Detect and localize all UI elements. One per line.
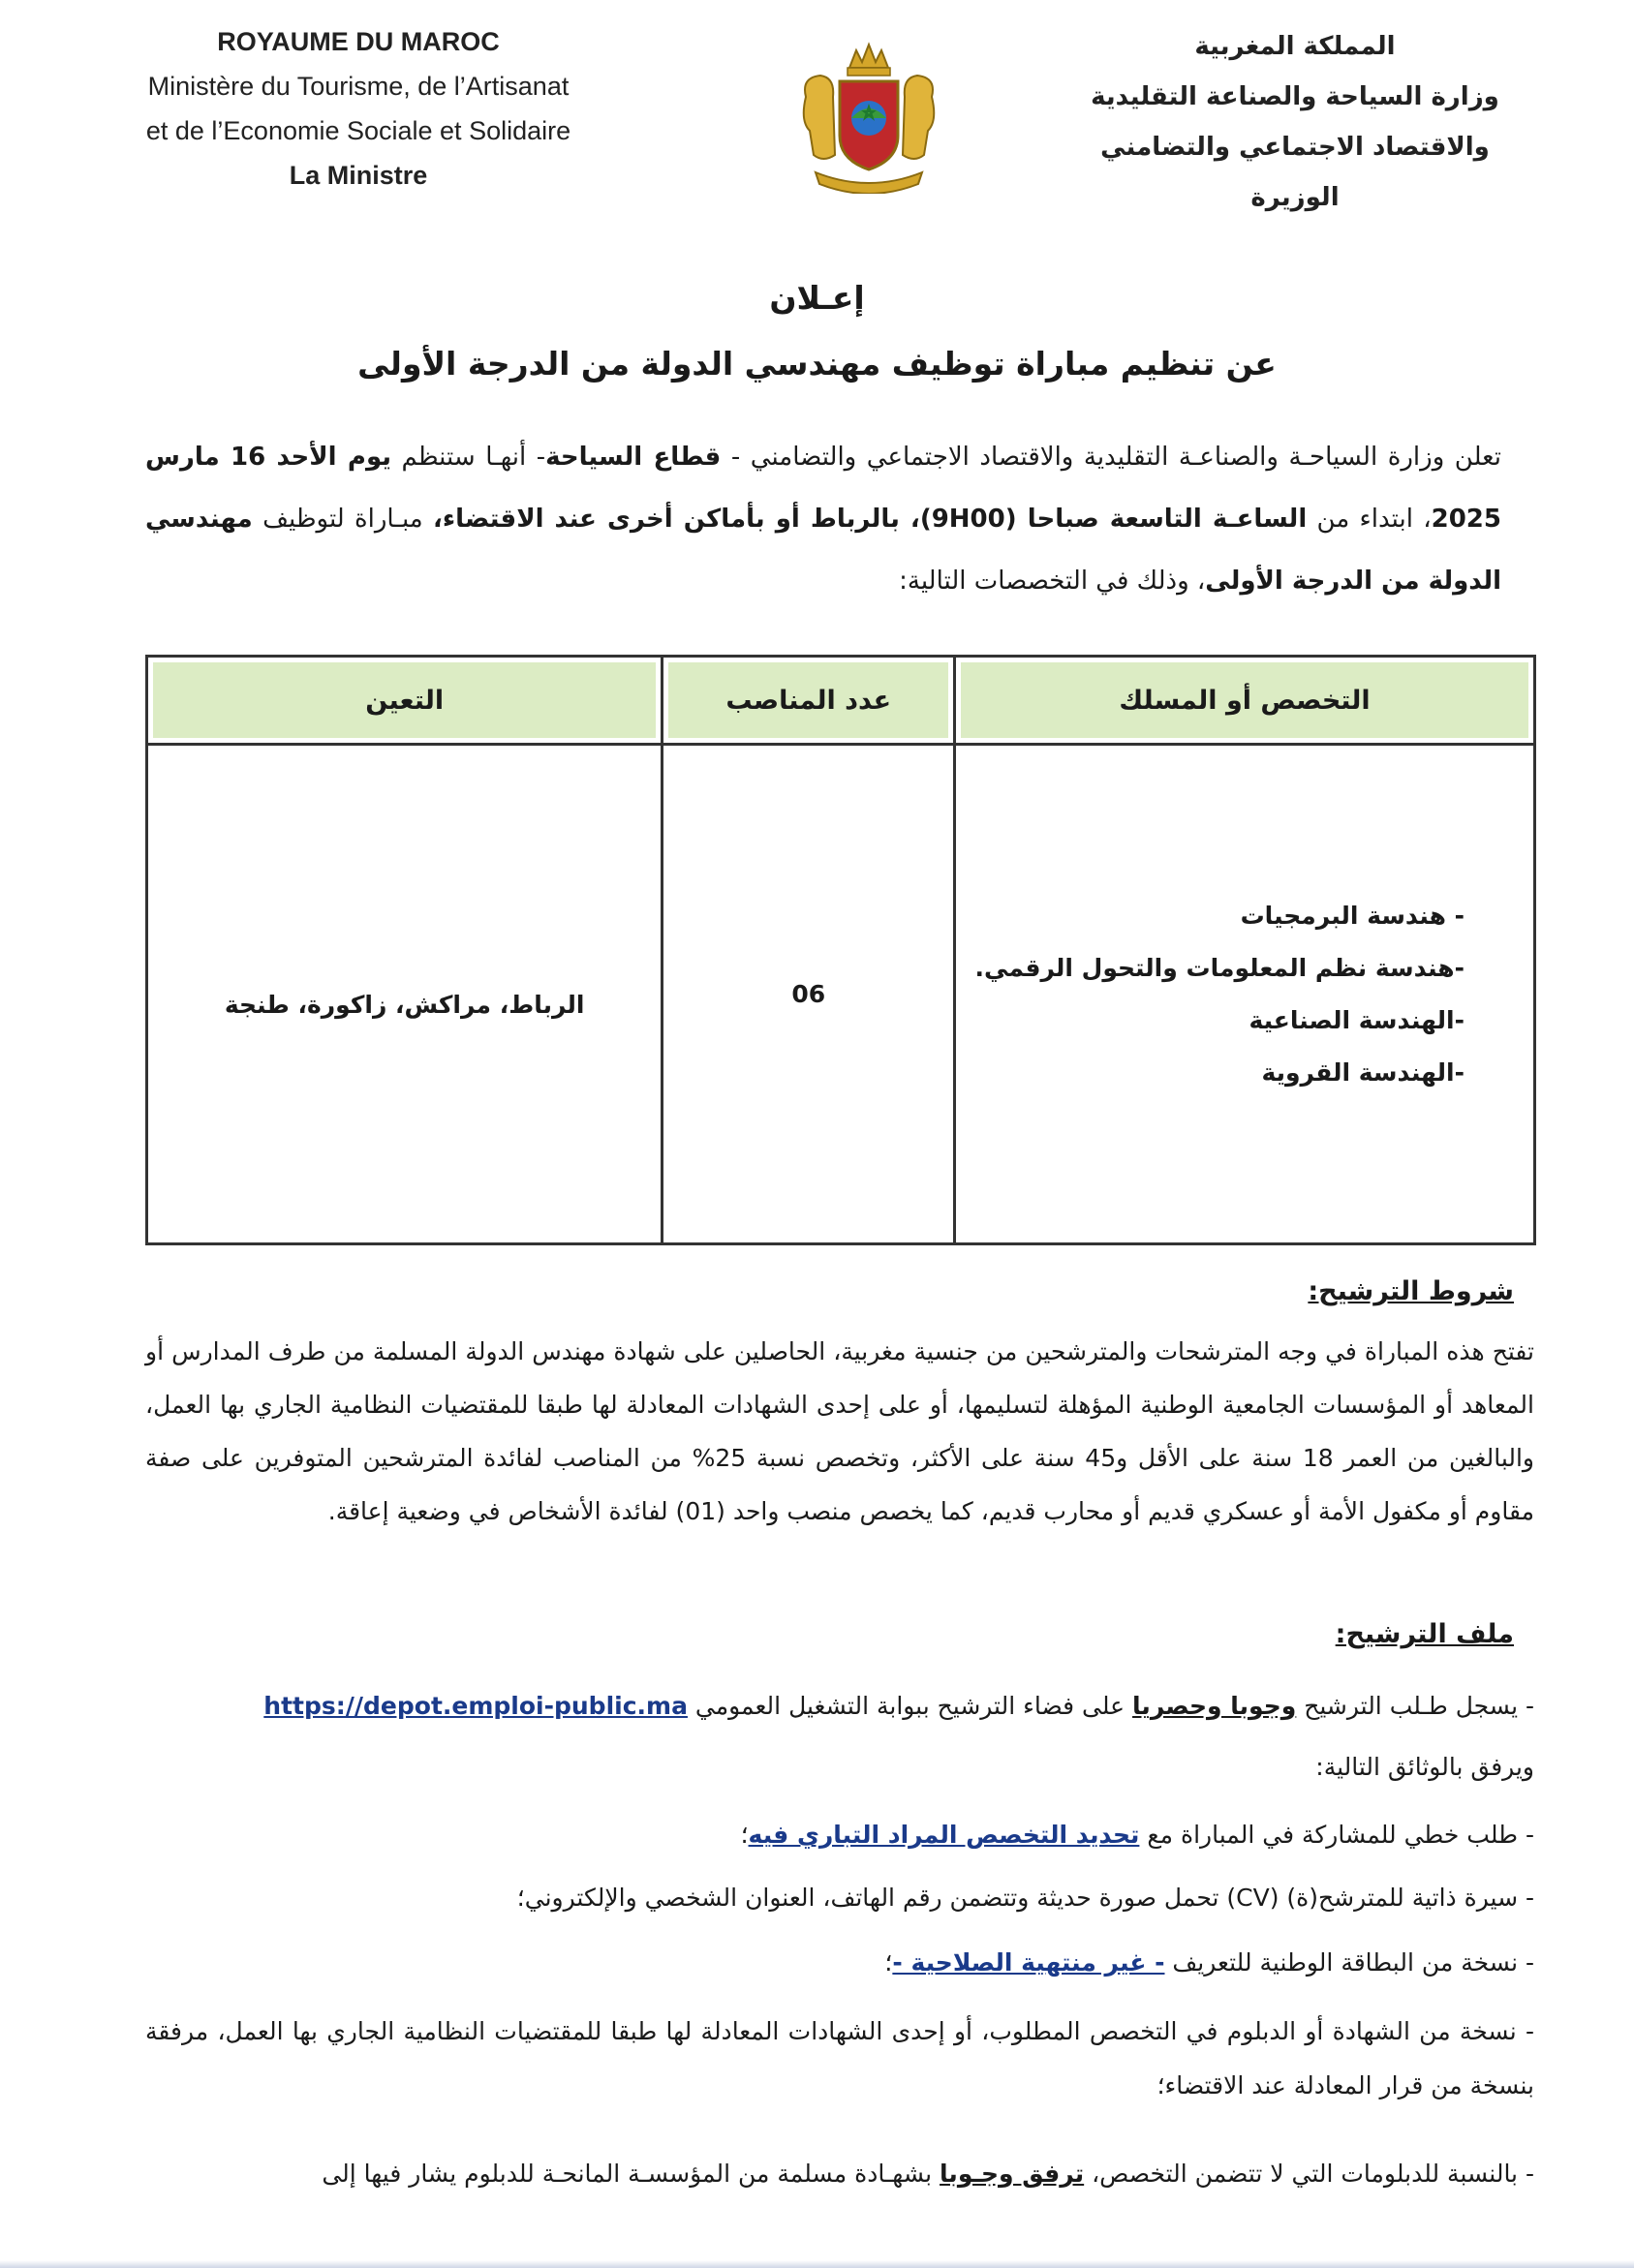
file-text-4: ؛ xyxy=(740,1821,749,1849)
file-line-request xyxy=(145,1811,1534,1859)
emploi-public-link[interactable]: https://depot.emploi-public.ma xyxy=(263,1692,688,1720)
intro-location: ، بالرباط أو بأماكن أخرى عند الاقتضاء، xyxy=(433,505,920,534)
intro-text-4: مبـاراة لتوظيف xyxy=(252,505,434,534)
list-item: -الهندسة الصناعية xyxy=(1249,1005,1464,1034)
specialty-list xyxy=(957,890,1532,1099)
announcement-subtitle: عن تنظيم مباراة توظيف مهندسي الدولة من الدرجة الأولى xyxy=(357,345,1277,383)
kingdom-name-fr: ROYAUME DU MAROC xyxy=(217,27,500,56)
ministry-name-ar-1: وزارة السياحة والصناعة التقليدية xyxy=(1091,82,1499,111)
file-line-cv: - سيرة ذاتية للمترشح(ة) (CV) تحمل صورة حديثة وتتضمن رقم الهاتف، العنوان الشخصي والإلكتروني؛ xyxy=(516,1884,1534,1912)
conditions-paragraph: تفتح هذه المباراة في وجه المترشحات والمترشحين من جنسية مغربية، الحاصلين على شهادة مهندس الدولة المسلمة من طرف المدارس أو المعاهد أو المؤسسات الجامعية الوطنية المؤهلة لتسليمها، أو على إحدى الشهادات المعادلة لها طبقا للمقتضيات النظامية الجاري بها العمل، والبالغين من العمر 18 سنة على الأقل و45 سنة على الأكثر، وتخصص نسبة 25% من المناصب لفائدة المترشحين المتوفرين على صفة مقاوم أو مكفول الأمة أو عسكري قديم أو محارب قديم، كما يخصص منصب واحد (01) لفائدة الأشخاص في وضعية إعاقة. xyxy=(145,1337,1535,1525)
intro-date: يوم الأحد 16 مارس 2025 xyxy=(145,443,1501,534)
file-text-7: - بالنسبة للدبلومات التي لا تتضمن التخصص، xyxy=(1084,2160,1534,2188)
file-line-diploma: - نسخة من الشهادة أو الدبلوم في التخصص المطلوب، أو إحدى الشهادات المعادلة لها طبقا للمقتضيات النظامية الجاري بها العمل، مرفقة بنسخة من قرار المعادلة عند الاقتضاء؛ xyxy=(145,2017,1534,2099)
file-line-id xyxy=(145,1939,1534,1987)
intro-sector: قطاع السياحة xyxy=(545,443,722,472)
file-id-validity: - غير منتهية الصلاحية - xyxy=(892,1948,1165,1977)
intro-time: الساعـة التاسعة صباحا (9H00) xyxy=(919,505,1308,534)
table-row xyxy=(147,745,1535,1244)
minister-title-ar: الوزيرة xyxy=(1250,183,1340,212)
announcement-title: إعـلان xyxy=(769,279,865,317)
file-attach-mandatory: ترفق وجـوبا xyxy=(940,2160,1085,2188)
file-text-6: ؛ xyxy=(884,1948,893,1977)
intro-grade: مهندسي الدولة من الدرجة الأولى xyxy=(145,505,1501,596)
file-mandatory: وجوبا وحصريا xyxy=(1132,1692,1297,1720)
minister-title-fr: La Ministre xyxy=(289,161,428,190)
ministry-name-fr-1: Ministère du Tourisme, de l’Artisanat xyxy=(147,72,570,101)
file-text-8: بشهـادة مسلمة من المؤسسـة المانحـة للدبلوم يشار فيها إلى xyxy=(322,2160,940,2188)
header-left-french xyxy=(116,19,601,198)
table-header-row xyxy=(147,657,1535,745)
file-line-no-specialty xyxy=(145,2150,1534,2198)
morocco-coat-of-arms-icon xyxy=(786,39,951,194)
file-line-attach: ويرفق بالوثائق التالية: xyxy=(1315,1753,1534,1781)
intro-paragraph xyxy=(145,426,1501,612)
file-specialty-note: تحديد التخصص المراد التباري فيه xyxy=(748,1821,1140,1849)
file-text-5: - نسخة من البطاقة الوطنية للتعريف xyxy=(1164,1948,1534,1977)
list-item: -هندسة نظم المعلومات والتحول الرقمي. xyxy=(974,953,1464,982)
intro-text-2: - أنهـا ستنظم xyxy=(391,443,546,472)
ministry-name-ar-2: والاقتصاد الاجتماعي والتضامني xyxy=(1100,133,1490,162)
specialty-cell xyxy=(955,745,1535,1244)
file-title: ملف الترشيح: xyxy=(1335,1619,1514,1649)
list-item: - هندسة البرمجيات xyxy=(1240,901,1464,930)
conditions-title: شروط الترشيح: xyxy=(1308,1276,1514,1306)
header-specialty: التخصص أو المسلك xyxy=(955,657,1535,745)
page-bottom-edge xyxy=(0,2260,1634,2268)
intro-text-1: تعلن وزارة السياحـة والصناعـة التقليدية والاقتصاد الاجتماعي والتضامني - xyxy=(721,443,1501,472)
file-line-register xyxy=(145,1682,1534,1731)
header-right-arabic xyxy=(1072,21,1518,223)
assignment-cell: الرباط، مراكش، زاكورة، طنجة xyxy=(147,745,663,1244)
header-assignment: التعين xyxy=(147,657,663,745)
positions-cell: 06 xyxy=(663,745,955,1244)
intro-text-3: ، ابتداء من xyxy=(1307,505,1432,534)
file-text-1: - يسجل طـلب الترشيح xyxy=(1296,1692,1534,1720)
header-positions: عدد المناصب xyxy=(663,657,955,745)
kingdom-name-ar: المملكة المغربية xyxy=(1194,32,1396,61)
file-text-2: على فضاء الترشيح ببوابة التشغيل العمومي xyxy=(687,1692,1133,1720)
list-item: -الهندسة القروية xyxy=(1261,1057,1464,1087)
ministry-name-fr-2: et de l’Economie Sociale et Solidaire xyxy=(145,116,571,145)
specialties-table xyxy=(145,655,1536,1245)
intro-text-5: ، وذلك في التخصصات التالية: xyxy=(899,567,1206,596)
file-text-3: - طلب خطي للمشاركة في المباراة مع xyxy=(1139,1821,1534,1849)
